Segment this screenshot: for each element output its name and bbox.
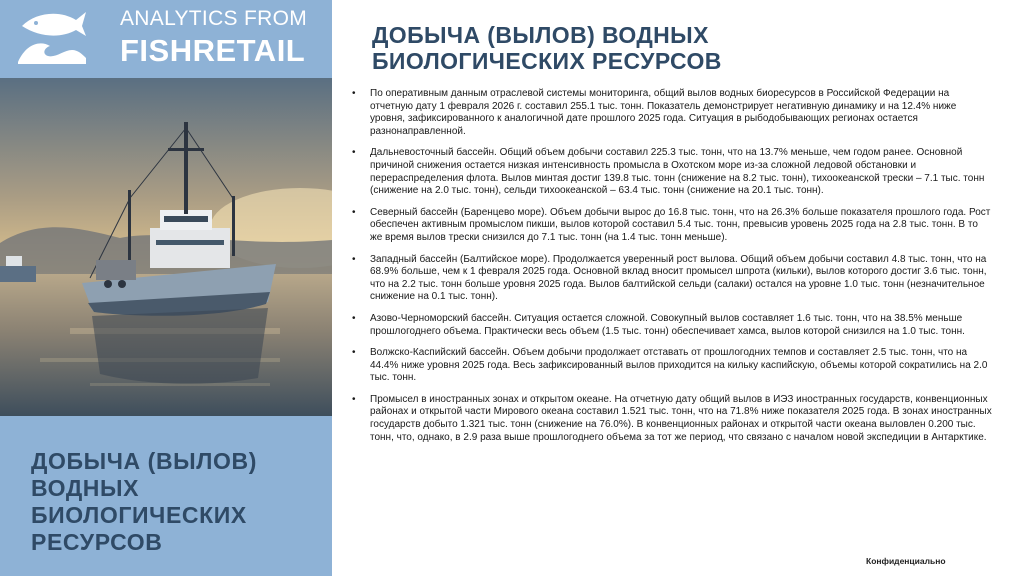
bullet-text: Волжско-Каспийский бассейн. Объем добычи продолжает отставать от прошлогодних темпов и составляет 2.5 тыс. тонн, что на 44.4% ниже уровня 2025 года. Весь зафиксированный вылов приходится на кильку каспийскую, объемы которой сократились на 2.0 тыс. тонн.	[370, 347, 988, 384]
fish-wave-logo-icon	[16, 6, 88, 68]
left-title-line: БИОЛОГИЧЕСКИХ	[31, 502, 247, 528]
left-title-line: ВОДНЫХ	[31, 475, 140, 501]
bullet-list	[352, 88, 992, 453]
bullet-item	[352, 394, 992, 444]
bullet-dot: •	[352, 253, 356, 265]
page-title-line: БИОЛОГИЧЕСКИХ РЕСУРСОВ	[372, 48, 722, 74]
confidential-label: Конфиденциально	[866, 556, 946, 566]
bullet-text: Промысел в иностранных зонах и открытом океане. На отчетную дату общий вылов в ИЭЗ иностранных государств, конвенционных районах и открытой части Мирового океана составил 1.521 тыс. тонн, что на 71.8% ниже показателя 2025 года. В зонах иностранных государств добыто 1.321 тыс. тонн (снижение на 76.0%). В конвенционных районах и открытой части океана выловлен 0.200 тыс. тонн, что, однако, в 2.9 раза выше прошлогоднего объема за тот же период, что связано с началом новой экспедиции в Антарктике.	[370, 393, 992, 443]
bullet-dot: •	[352, 206, 356, 218]
page-title	[372, 22, 992, 74]
bullet-text: Западный бассейн (Балтийское море). Продолжается уверенный рост вылова. Общий объем добычи составил 4.8 тыс. тонн, что на 68.9% больше, чем к 1 февраля 2025 года. Основной вклад вносит промысел шпрота (кильки), вылов которого достиг 3.6 тыс. тонн, что на 2.2 тыс. тонн больше уровня 2025 года. Вылов балтийской сельди (салаки) остался на уровне 1.0 тыс. тонн (незначительное снижение на 0.1 тыс. тонн).	[370, 253, 987, 303]
bullet-dot: •	[352, 393, 356, 405]
bullet-item	[352, 347, 992, 385]
bullet-text: Северный бассейн (Баренцево море). Объем добычи вырос до 16.8 тыс. тонн, что на 26.3% больше показателя прошлого года. Рост обеспечен активным промыслом пикши, вылов которой составил 5.4 тыс. тонн, превысив уровень 2025 года на 2.8 тыс. тонн. В то же время вылов трески снизился до 7.1 тыс. тонн (на 1.4 тыс. тонн меньше).	[370, 206, 991, 243]
bullet-item	[352, 254, 992, 304]
bullet-dot: •	[352, 312, 356, 324]
bullet-dot: •	[352, 347, 356, 359]
brand-line-2: FISHRETAIL	[120, 33, 306, 68]
trawler-photo	[0, 78, 332, 416]
bullet-item	[352, 313, 992, 338]
brand-header	[0, 0, 332, 78]
bullet-item	[352, 207, 992, 245]
left-title-line: РЕСУРСОВ	[31, 529, 163, 555]
bullet-text: По оперативным данным отраслевой системы мониторинга, общий вылов водных биоресурсов в Российской Федерации на отчетную дату 1 февраля 2026 г. составил 255.1 тыс. тонн. Показатель демонстрирует негативную динамику и на 12.4% ниже уровня, зафиксированного к аналогичной дате прошлого 2025 года. Ситуация в рыбодобывающих регионах остается разнонаправленной.	[370, 88, 957, 137]
bullet-item	[352, 88, 992, 138]
bullet-dot: •	[352, 88, 356, 99]
bullet-text: Азово-Черноморский бассейн. Ситуация остается сложной. Совокупный вылов составляет 1.6 тыс. тонн, что на 38.5% меньше прошлогоднего объема. Практически весь объем (1.5 тыс. тонн) обеспечивает хамса, вылов которой снизился на 1.0 тыс. тонн.	[370, 312, 965, 337]
left-title-line: ДОБЫЧА (ВЫЛОВ)	[31, 448, 257, 474]
bullet-item	[352, 147, 992, 197]
bullet-dot: •	[352, 147, 356, 159]
left-panel-title	[31, 448, 321, 556]
brand-line-1: ANALYTICS FROM	[120, 7, 307, 30]
page-title-line: ДОБЫЧА (ВЫЛОВ) ВОДНЫХ	[372, 22, 709, 48]
bullet-text: Дальневосточный бассейн. Общий объем добычи составил 225.3 тыс. тонн, что на 13.7% меньше, чем годом ранее. Основной причиной снижения остается низкая интенсивность промысла в Охотском море из-за сложной ледовой обстановки и перераспределения флота. Вылов минтая достиг 139.8 тыс. тонн (снижение на 8.2 тыс. тонн), тихоокеанской трески – 7.1 тыс. тонн (снижение на 2.0 тыс. тонн), сельди тихоокеанской – 63.4 тыс. тонн (снижение на 20.1 тыс. тонн).	[370, 147, 985, 197]
